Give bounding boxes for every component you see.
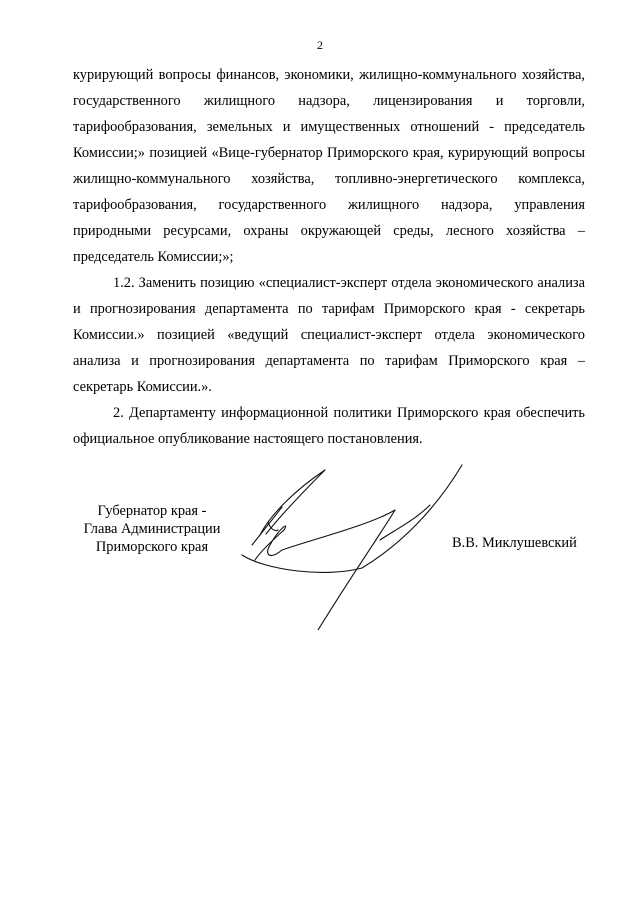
signature-block	[0, 495, 640, 635]
signer-title-line: Губернатор края -	[97, 503, 207, 519]
signer-name: В.В. Миклушевский	[452, 535, 577, 551]
paragraph-2: 2. Департаменту информационной политики Приморского края обеспечить официальное опубликование настоящего постановления.	[73, 405, 585, 447]
page-number: 2	[317, 38, 323, 52]
signer-title	[77, 502, 227, 556]
document-body	[73, 62, 585, 452]
handwritten-signature	[230, 460, 480, 630]
signer-title-line: Приморского края	[95, 539, 209, 555]
paragraph-continuation: курирующий вопросы финансов, экономики, жилищно-коммунального хозяйства, государственного жилищного надзора, лицензирования и торговли, тарифообразования, земельных и имущественных отношений - председатель Комиссии;» позицией «Вице-губернатор Приморского края, курирующий вопросы жилищно-коммунального хозяйства, топливно-энергетического комплекса, тарифообразования, государственного жилищного надзора, управления природными ресурсами, охраны окружающей среды, лесного хозяйства – председатель Комиссии;»;	[73, 67, 585, 265]
signer-title-line: Глава Администрации	[83, 521, 221, 537]
paragraph-1-2: 1.2. Заменить позицию «специалист-эксперт отдела экономического анализа и прогнозирования департамента по тарифам Приморского края - секретарь Комиссии.» позицией «ведущий специалист-эксперт отдела экономического анализа и прогнозирования департамента по тарифам Приморского края – секретарь Комиссии.».	[73, 275, 585, 395]
